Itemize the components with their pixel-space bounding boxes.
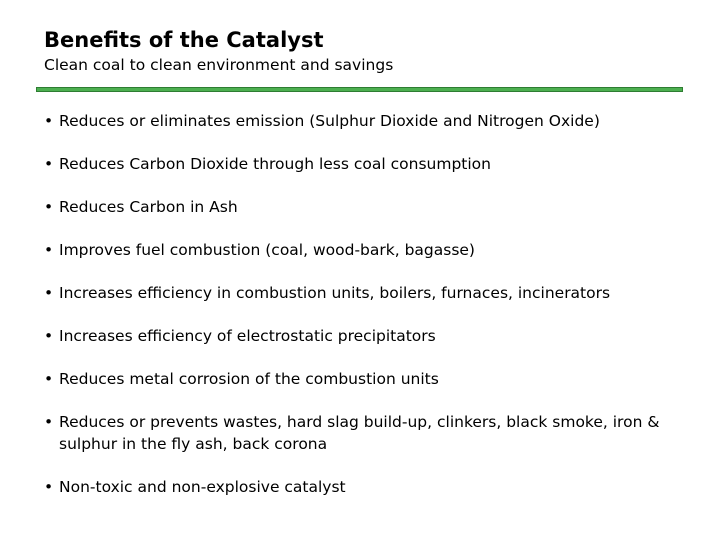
bullet-icon: • <box>44 284 54 302</box>
list-item-text: Reduces Carbon in Ash <box>59 198 238 216</box>
list-item <box>44 196 684 218</box>
list-item-text: Improves fuel combustion (coal, wood-bark, bagasse) <box>59 241 475 259</box>
benefits-list <box>44 110 684 519</box>
page-subtitle: Clean coal to clean environment and savings <box>44 56 394 74</box>
list-item <box>44 476 684 498</box>
bullet-icon: • <box>44 413 54 431</box>
list-item-text: Reduces Carbon Dioxide through less coal consumption <box>59 155 491 173</box>
list-item-text: Increases efficiency of electrostatic precipitators <box>59 327 436 345</box>
list-item-text: Reduces metal corrosion of the combustion units <box>59 370 439 388</box>
bullet-icon: • <box>44 370 54 388</box>
list-item <box>44 368 684 390</box>
list-item <box>44 239 684 261</box>
list-item <box>44 325 684 347</box>
list-item-text: Reduces or eliminates emission (Sulphur Dioxide and Nitrogen Oxide) <box>59 112 600 130</box>
bullet-icon: • <box>44 155 54 173</box>
bullet-icon: • <box>44 112 54 130</box>
list-item <box>44 282 684 304</box>
list-item <box>44 411 684 455</box>
list-item <box>44 153 684 175</box>
bullet-icon: • <box>44 198 54 216</box>
list-item-text: Non-toxic and non-explosive catalyst <box>59 478 346 496</box>
bullet-icon: • <box>44 241 54 259</box>
list-item-text: Increases efficiency in combustion units, boilers, furnaces, incinerators <box>59 284 611 302</box>
bullet-icon: • <box>44 327 54 345</box>
bullet-icon: • <box>44 478 54 496</box>
header-divider <box>36 87 683 92</box>
page-title: Benefits of the Catalyst <box>44 28 324 52</box>
list-item <box>44 110 684 132</box>
list-item-text: Reduces or prevents wastes, hard slag build-up, clinkers, black smoke, iron & sulphur in the fly ash, back corona <box>59 413 660 453</box>
